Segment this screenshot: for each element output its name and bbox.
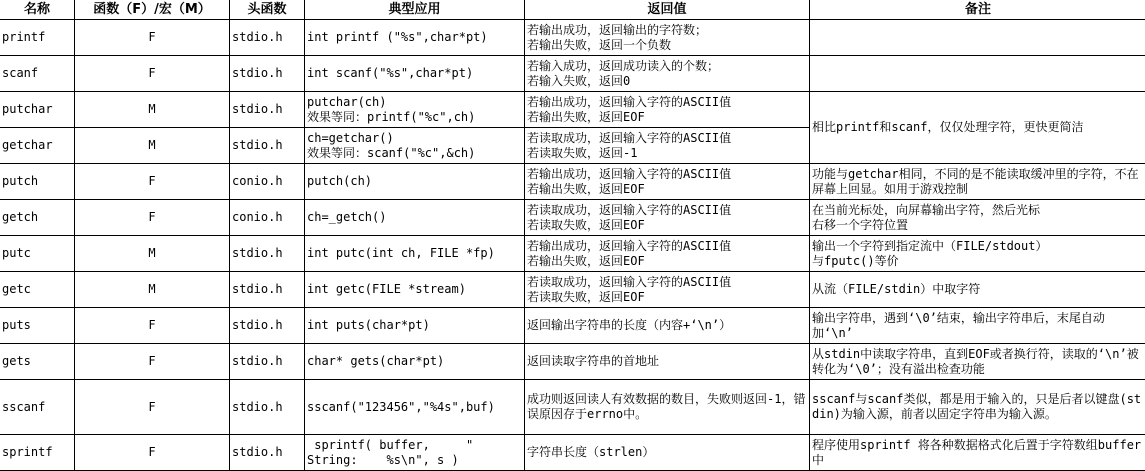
usage-cell[interactable] [305, 236, 525, 272]
column-header-typical-usage[interactable]: 典型应用 [305, 0, 525, 20]
name-cell[interactable]: getc [0, 272, 75, 308]
type-cell[interactable]: M [75, 92, 230, 128]
return-text: 若输出成功，返回输入字符的ASCII值 若输出失败，返回EOF [527, 238, 732, 268]
name-cell[interactable]: gets [0, 344, 75, 380]
usage-cell[interactable] [305, 308, 525, 344]
note-cell[interactable] [810, 272, 1145, 308]
type-cell[interactable]: F [75, 380, 230, 435]
note-cell[interactable] [810, 200, 1145, 236]
note-cell[interactable] [810, 56, 1145, 92]
name-cell[interactable]: getchar [0, 128, 75, 164]
table-row [0, 236, 1145, 272]
header-file-cell[interactable]: stdio.h [230, 308, 305, 344]
table-row [0, 200, 1145, 236]
usage-text: ch=getchar() 效果等同：scanf("%c",&ch) [307, 130, 476, 160]
usage-text: int getc(FILE *stream) [307, 282, 466, 296]
return-text: 若输出成功，返回输入字符的ASCII值 若输出失败，返回EOF [527, 166, 732, 196]
note-cell[interactable] [810, 435, 1145, 471]
note-text: 从流（FILE/stdin）中取字符 [812, 282, 981, 296]
column-header-header-file[interactable]: 头函数 [230, 0, 305, 20]
table-row [0, 380, 1145, 435]
note-text: 从stdin中读取字符串，直到EOF或者换行符，读取的‘\n’被转化为‘\0’；没有溢出检查功能 [812, 346, 1139, 376]
return-cell[interactable] [525, 200, 810, 236]
return-cell[interactable] [525, 56, 810, 92]
header-row [0, 0, 1145, 20]
return-text: 若读取成功，返回输入字符的ASCII值 若读取失败，返回-1 [527, 130, 732, 160]
table-row [0, 272, 1145, 308]
table-row [0, 308, 1145, 344]
return-cell[interactable] [525, 344, 810, 380]
name-cell[interactable]: sscanf [0, 380, 75, 435]
usage-text: putch(ch) [307, 174, 373, 188]
name-cell[interactable]: puts [0, 308, 75, 344]
type-cell[interactable]: F [75, 20, 230, 56]
table-row [0, 435, 1145, 471]
type-cell[interactable]: F [75, 200, 230, 236]
usage-text: ch=_getch() [307, 210, 387, 224]
return-cell[interactable] [525, 128, 810, 164]
usage-cell[interactable] [305, 344, 525, 380]
return-text: 若输出成功，返回输入字符的ASCII值 若输出失败，返回EOF [527, 94, 732, 124]
usage-cell[interactable] [305, 164, 525, 200]
usage-cell[interactable] [305, 128, 525, 164]
type-cell[interactable]: F [75, 435, 230, 471]
header-file-cell[interactable]: stdio.h [230, 380, 305, 435]
header-file-cell[interactable]: conio.h [230, 200, 305, 236]
table-row [0, 164, 1145, 200]
note-cell[interactable] [810, 380, 1145, 435]
return-text: 若输入成功，返回成功读入的个数； 若输入失败，返回0 [527, 58, 720, 88]
usage-text: int printf ("%s",char*pt) [307, 30, 488, 44]
note-cell[interactable] [810, 92, 1145, 164]
return-cell[interactable] [525, 236, 810, 272]
usage-text: sprintf( buffer, " String: %s\n", s ) [307, 437, 474, 467]
usage-text: char* gets(char*pt) [307, 354, 445, 368]
name-cell[interactable]: putch [0, 164, 75, 200]
return-text: 返回输出字符串的长度（内容+‘\n’） [527, 318, 732, 332]
note-text: 功能与getchar相同，不同的是不能读取缓冲里的字符，不在屏幕上回显。如用于游戏控制 [812, 166, 1139, 196]
note-text: sscanf与scanf类似，都是用于输入的，只是后者以键盘(stdin)为输入源，前者以固定字符串为输入源。 [812, 392, 1142, 421]
header-file-cell[interactable]: conio.h [230, 164, 305, 200]
note-cell[interactable] [810, 20, 1145, 56]
name-cell[interactable]: getch [0, 200, 75, 236]
type-cell[interactable]: M [75, 128, 230, 164]
return-cell[interactable] [525, 20, 810, 56]
note-text: 输出一个字符到指定流中（FILE/stdout） 与fputc()等价 [812, 238, 1048, 268]
return-text: 字符串长度（strlen） [527, 445, 655, 459]
return-cell[interactable] [525, 308, 810, 344]
name-cell[interactable]: scanf [0, 56, 75, 92]
header-file-cell[interactable]: stdio.h [230, 344, 305, 380]
name-cell[interactable]: putc [0, 236, 75, 272]
return-text: 若输出成功，返回输出的字符数； 若输出失败，返回一个负数 [527, 22, 708, 52]
return-text: 成功则返回读人有效数据的数目，失败则返回-1，错误原因存于errno中。 [527, 392, 806, 421]
usage-text: int puts(char*pt) [307, 318, 430, 332]
column-header-type[interactable]: 函数（F）/宏（M） [75, 0, 230, 20]
usage-text: int putc(int ch, FILE *fp) [307, 246, 495, 260]
usage-text: sscanf("123456","%4s",buf) [307, 399, 495, 414]
return-text: 若读取成功，返回输入字符的ASCII值 若读取失败，返回EOF [527, 202, 732, 232]
type-cell[interactable]: F [75, 56, 230, 92]
usage-text: int scanf("%s",char*pt) [307, 66, 474, 80]
return-cell[interactable] [525, 272, 810, 308]
return-text: 若读取成功，返回输入字符的ASCII值 若读取失败，返回EOF [527, 274, 732, 304]
type-cell[interactable]: F [75, 164, 230, 200]
table-row [0, 92, 1145, 128]
note-cell[interactable] [810, 308, 1145, 344]
header-file-cell[interactable]: stdio.h [230, 435, 305, 471]
usage-text: putchar(ch) 效果等同：printf("%c",ch) [307, 94, 476, 124]
usage-cell[interactable] [305, 272, 525, 308]
return-cell[interactable] [525, 92, 810, 128]
usage-cell[interactable] [305, 380, 525, 435]
usage-cell[interactable] [305, 435, 525, 471]
return-cell[interactable] [525, 164, 810, 200]
table-row [0, 344, 1145, 380]
header-file-cell[interactable]: stdio.h [230, 236, 305, 272]
column-header-name[interactable]: 名称 [0, 0, 75, 20]
note-cell[interactable] [810, 236, 1145, 272]
type-cell[interactable]: M [75, 272, 230, 308]
name-cell[interactable]: printf [0, 20, 75, 56]
table-row [0, 20, 1145, 56]
name-cell[interactable]: putchar [0, 92, 75, 128]
note-cell[interactable] [810, 164, 1145, 200]
return-cell[interactable] [525, 435, 810, 471]
header-file-cell[interactable]: stdio.h [230, 272, 305, 308]
header-file-cell[interactable]: stdio.h [230, 56, 305, 92]
usage-cell[interactable] [305, 56, 525, 92]
type-cell[interactable]: F [75, 308, 230, 344]
type-cell[interactable]: F [75, 344, 230, 380]
return-text: 返回读取字符串的首地址 [527, 354, 660, 368]
column-header-remarks[interactable]: 备注 [810, 0, 1145, 20]
table-row [0, 56, 1145, 92]
header-file-cell[interactable]: stdio.h [230, 128, 305, 164]
note-text: 在当前光标处，向屏幕输出字符，然后光标 右移一个字符位置 [812, 202, 1041, 232]
usage-cell[interactable] [305, 20, 525, 56]
note-text: 程序使用sprintf 将各种数据格式化后置于字符数组buffer中 [812, 437, 1142, 467]
type-cell[interactable]: M [75, 236, 230, 272]
header-file-cell[interactable]: stdio.h [230, 92, 305, 128]
usage-cell[interactable] [305, 200, 525, 236]
note-text: 输出字符串，遇到‘\0’结束，输出字符串后，末尾自动加‘\n’ [812, 310, 1105, 340]
return-cell[interactable] [525, 380, 810, 435]
column-header-return-value[interactable]: 返回值 [525, 0, 810, 20]
note-cell[interactable] [810, 344, 1145, 380]
usage-cell[interactable] [305, 92, 525, 128]
name-cell[interactable]: sprintf [0, 435, 75, 471]
header-file-cell[interactable]: stdio.h [230, 20, 305, 56]
note-text: 相比printf和scanf，仅仅处理字符，更快更简洁 [812, 120, 1084, 134]
